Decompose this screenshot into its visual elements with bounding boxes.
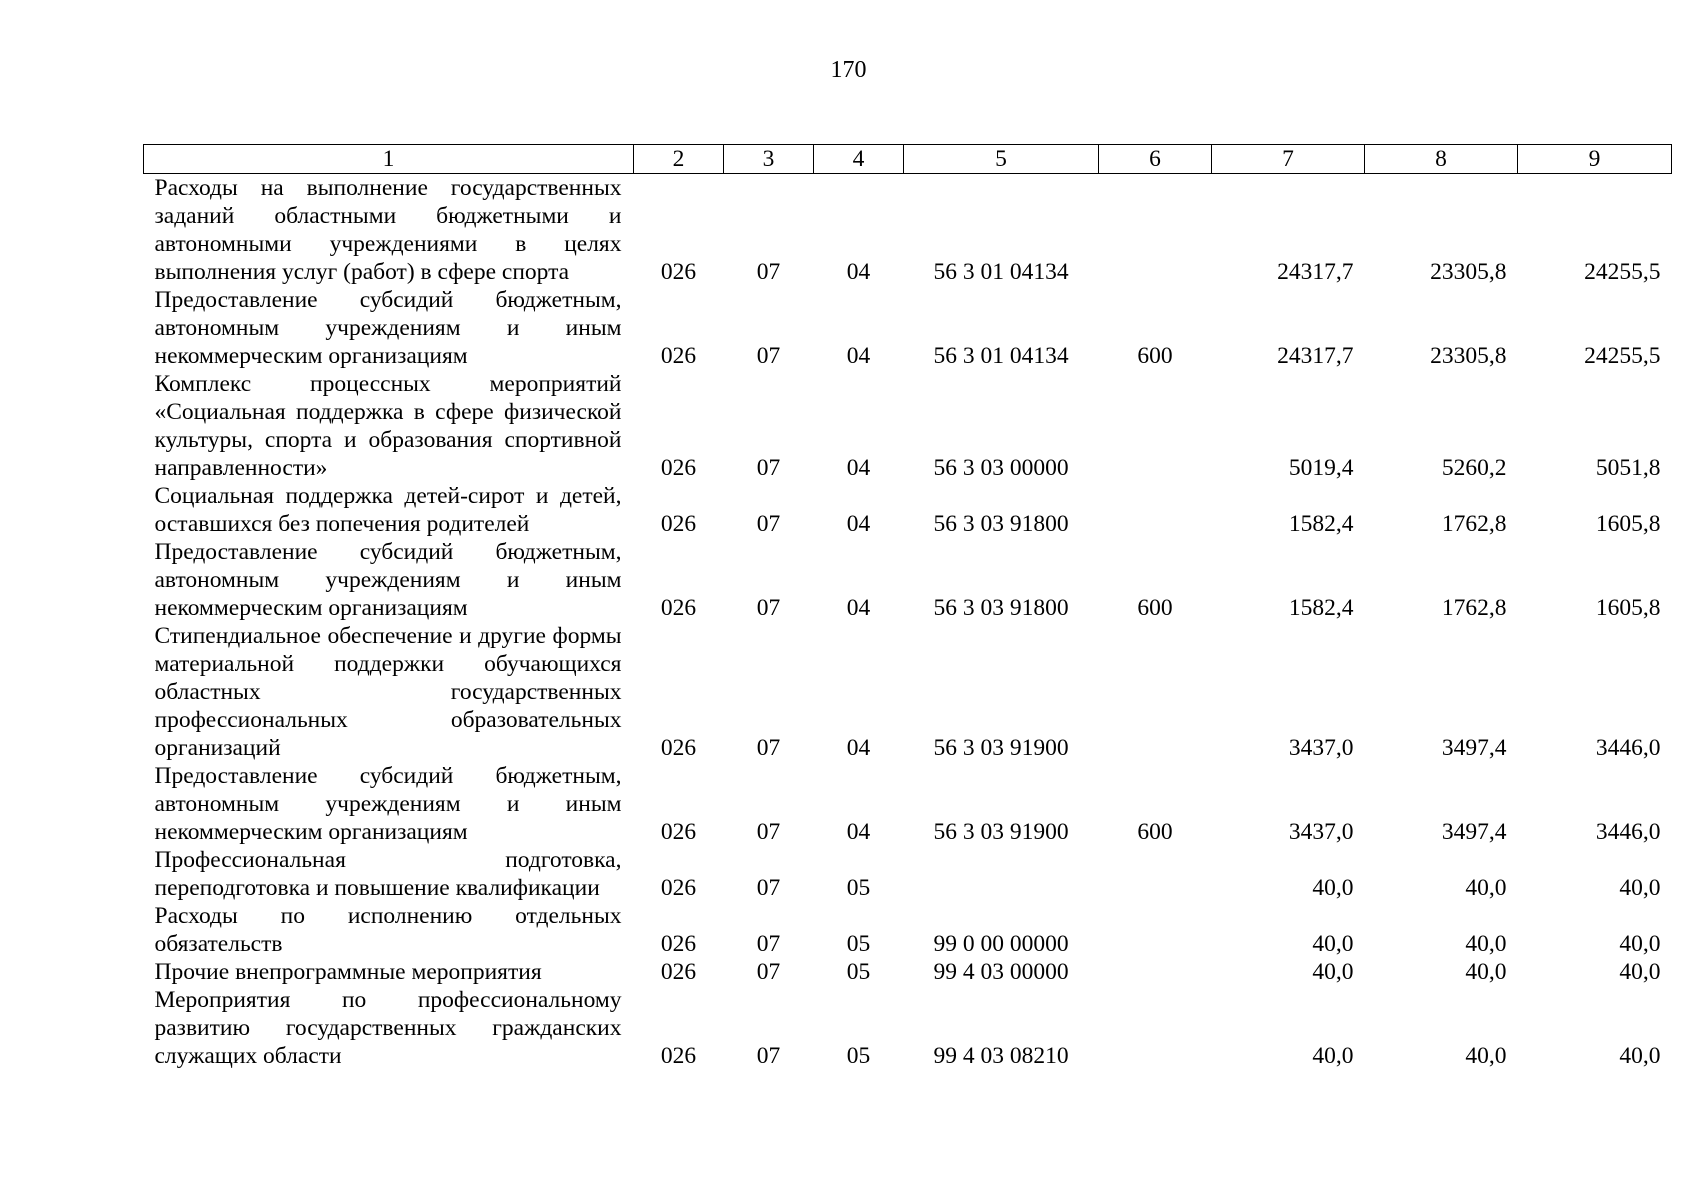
- admin-code-cell: 026: [660, 959, 697, 985]
- table-row: [144, 846, 1672, 902]
- expense-type-cell: [1099, 370, 1212, 482]
- page-number: 170: [830, 57, 867, 83]
- section-code-cell: 07: [756, 343, 781, 369]
- row-name-cell: Стипендиальное обеспечение и другие формы материальной поддержки обучающихся областных государственных профессиональных образовательных организаций: [154, 623, 622, 761]
- amount-col7-cell: 3437,0: [1288, 819, 1354, 845]
- amount-col8-cell: 1762,8: [1441, 595, 1507, 621]
- section-code-cell: 07: [756, 735, 781, 761]
- section-code-cell: 07: [756, 1043, 781, 1069]
- amount-col9-cell: 3446,0: [1595, 819, 1661, 845]
- subsection-code-cell: 04: [846, 819, 871, 845]
- amount-col9-cell: 24255,5: [1584, 259, 1661, 285]
- section-code-cell: 07: [756, 959, 781, 985]
- amount-col8-cell: 5260,2: [1441, 455, 1507, 481]
- row-name-cell: Социальная поддержка детей-сирот и детей, оставшихся без попечения родителей: [154, 483, 622, 537]
- admin-code-cell: 026: [660, 1043, 697, 1069]
- amount-col9-cell: 24255,5: [1584, 343, 1661, 369]
- expense-type-cell: [1099, 482, 1212, 538]
- subsection-code-cell: 04: [846, 511, 871, 537]
- header-cell: 5: [904, 145, 1099, 174]
- section-code-cell: 07: [756, 455, 781, 481]
- header-cell: 2: [634, 145, 724, 174]
- amount-col7-cell: 24317,7: [1277, 259, 1354, 285]
- target-article-cell: 99 4 03 08210: [933, 1043, 1069, 1069]
- subsection-code-cell: 04: [846, 259, 871, 285]
- amount-col9-cell: 1605,8: [1595, 595, 1661, 621]
- row-name-cell: Расходы по исполнению отдельных обязательств: [154, 903, 622, 957]
- admin-code-cell: 026: [660, 259, 697, 285]
- table-row: [144, 482, 1672, 538]
- amount-col7-cell: 3437,0: [1288, 735, 1354, 761]
- expense-type-cell: [1099, 902, 1212, 958]
- amount-col8-cell: 3497,4: [1441, 735, 1507, 761]
- table-row: [144, 286, 1672, 370]
- row-name-cell: Прочие внепрограммные мероприятия: [154, 959, 542, 985]
- admin-code-cell: 026: [660, 595, 697, 621]
- subsection-code-cell: 04: [846, 595, 871, 621]
- amount-col7-cell: 40,0: [1312, 1043, 1354, 1069]
- row-name-cell: Мероприятия по профессиональному развитию государственных гражданских служащих области: [154, 987, 622, 1069]
- table-row: [144, 986, 1672, 1070]
- admin-code-cell: 026: [660, 875, 697, 901]
- target-article-cell: 99 4 03 00000: [933, 959, 1069, 985]
- target-article-cell: 56 3 01 04134: [933, 259, 1069, 285]
- header-cell: 4: [814, 145, 904, 174]
- expense-type-cell: [1099, 846, 1212, 902]
- admin-code-cell: 026: [660, 931, 697, 957]
- row-name-cell: Комплекс процессных мероприятий «Социальная поддержка в сфере физической культуры, спорта и образования спортивной направленности»: [154, 371, 622, 481]
- admin-code-cell: 026: [660, 343, 697, 369]
- amount-col7-cell: 40,0: [1312, 959, 1354, 985]
- amount-col8-cell: 40,0: [1465, 875, 1507, 901]
- amount-col7-cell: 40,0: [1312, 875, 1354, 901]
- amount-col8-cell: 23305,8: [1430, 343, 1507, 369]
- section-code-cell: 07: [756, 595, 781, 621]
- header-cell: 1: [144, 145, 634, 174]
- target-article-cell: 56 3 03 91900: [933, 819, 1069, 845]
- expense-type-cell: [1099, 174, 1212, 287]
- row-name-cell: Предоставление субсидий бюджетным, автономным учреждениям и иным некоммерческим организациям: [154, 287, 622, 369]
- section-code-cell: 07: [756, 259, 781, 285]
- admin-code-cell: 026: [660, 511, 697, 537]
- section-code-cell: 07: [756, 511, 781, 537]
- subsection-code-cell: 04: [846, 735, 871, 761]
- header-cell: 9: [1518, 145, 1672, 174]
- target-article-cell: 56 3 03 00000: [933, 455, 1069, 481]
- amount-col9-cell: 3446,0: [1595, 735, 1661, 761]
- section-code-cell: 07: [756, 931, 781, 957]
- table-row: [144, 902, 1672, 958]
- expense-type-cell: [1099, 986, 1212, 1070]
- target-article-cell: 56 3 03 91800: [933, 595, 1069, 621]
- amount-col9-cell: 40,0: [1619, 931, 1661, 957]
- target-article-cell: 56 3 01 04134: [933, 343, 1069, 369]
- table-row: [144, 174, 1672, 287]
- amount-col8-cell: 1762,8: [1441, 511, 1507, 537]
- expense-type-cell: 600: [1137, 595, 1173, 621]
- row-name-cell: Расходы на выполнение государственных заданий областными бюджетными и автономными учреждениями в целях выполнения услуг (работ) в сфере спорта: [154, 175, 622, 285]
- admin-code-cell: 026: [660, 735, 697, 761]
- header-row: [144, 145, 1672, 174]
- budget-table: [143, 144, 1672, 1070]
- amount-col8-cell: 40,0: [1465, 931, 1507, 957]
- admin-code-cell: 026: [660, 455, 697, 481]
- amount-col9-cell: 1605,8: [1595, 511, 1661, 537]
- amount-col7-cell: 24317,7: [1277, 343, 1354, 369]
- table-row: [144, 370, 1672, 482]
- subsection-code-cell: 04: [846, 343, 871, 369]
- target-article-cell: 56 3 03 91900: [933, 735, 1069, 761]
- subsection-code-cell: 05: [846, 1043, 871, 1069]
- amount-col8-cell: 3497,4: [1441, 819, 1507, 845]
- amount-col8-cell: 40,0: [1465, 1043, 1507, 1069]
- subsection-code-cell: 05: [846, 931, 871, 957]
- amount-col9-cell: 40,0: [1619, 875, 1661, 901]
- amount-col7-cell: 1582,4: [1288, 595, 1354, 621]
- header-cell: 3: [724, 145, 814, 174]
- subsection-code-cell: 05: [846, 875, 871, 901]
- amount-col9-cell: 40,0: [1619, 959, 1661, 985]
- row-name-cell: Предоставление субсидий бюджетным, автономным учреждениям и иным некоммерческим организациям: [154, 763, 622, 845]
- admin-code-cell: 026: [660, 819, 697, 845]
- target-article-cell: 56 3 03 91800: [933, 511, 1069, 537]
- amount-col7-cell: 40,0: [1312, 931, 1354, 957]
- amount-col9-cell: 5051,8: [1595, 455, 1661, 481]
- section-code-cell: 07: [756, 819, 781, 845]
- amount-col8-cell: 40,0: [1465, 959, 1507, 985]
- expense-type-cell: 600: [1137, 343, 1173, 369]
- amount-col8-cell: 23305,8: [1430, 259, 1507, 285]
- target-article-cell: 99 0 00 00000: [933, 931, 1069, 957]
- subsection-code-cell: 04: [846, 455, 871, 481]
- row-name-cell: Предоставление субсидий бюджетным, автономным учреждениям и иным некоммерческим организациям: [154, 539, 622, 621]
- expense-type-cell: [1099, 622, 1212, 762]
- table-row: [144, 622, 1672, 762]
- table-row: [144, 538, 1672, 622]
- table-row: [144, 958, 1672, 986]
- expense-type-cell: [1099, 958, 1212, 986]
- header-cell: 6: [1099, 145, 1212, 174]
- row-name-cell: Профессиональная подготовка, переподготовка и повышение квалификации: [154, 847, 622, 901]
- subsection-code-cell: 05: [846, 959, 871, 985]
- header-cell: 8: [1365, 145, 1518, 174]
- amount-col9-cell: 40,0: [1619, 1043, 1661, 1069]
- target-article-cell: [904, 846, 1099, 902]
- amount-col7-cell: 5019,4: [1288, 455, 1354, 481]
- section-code-cell: 07: [756, 875, 781, 901]
- amount-col7-cell: 1582,4: [1288, 511, 1354, 537]
- table-row: [144, 762, 1672, 846]
- header-cell: 7: [1212, 145, 1365, 174]
- expense-type-cell: 600: [1137, 819, 1173, 845]
